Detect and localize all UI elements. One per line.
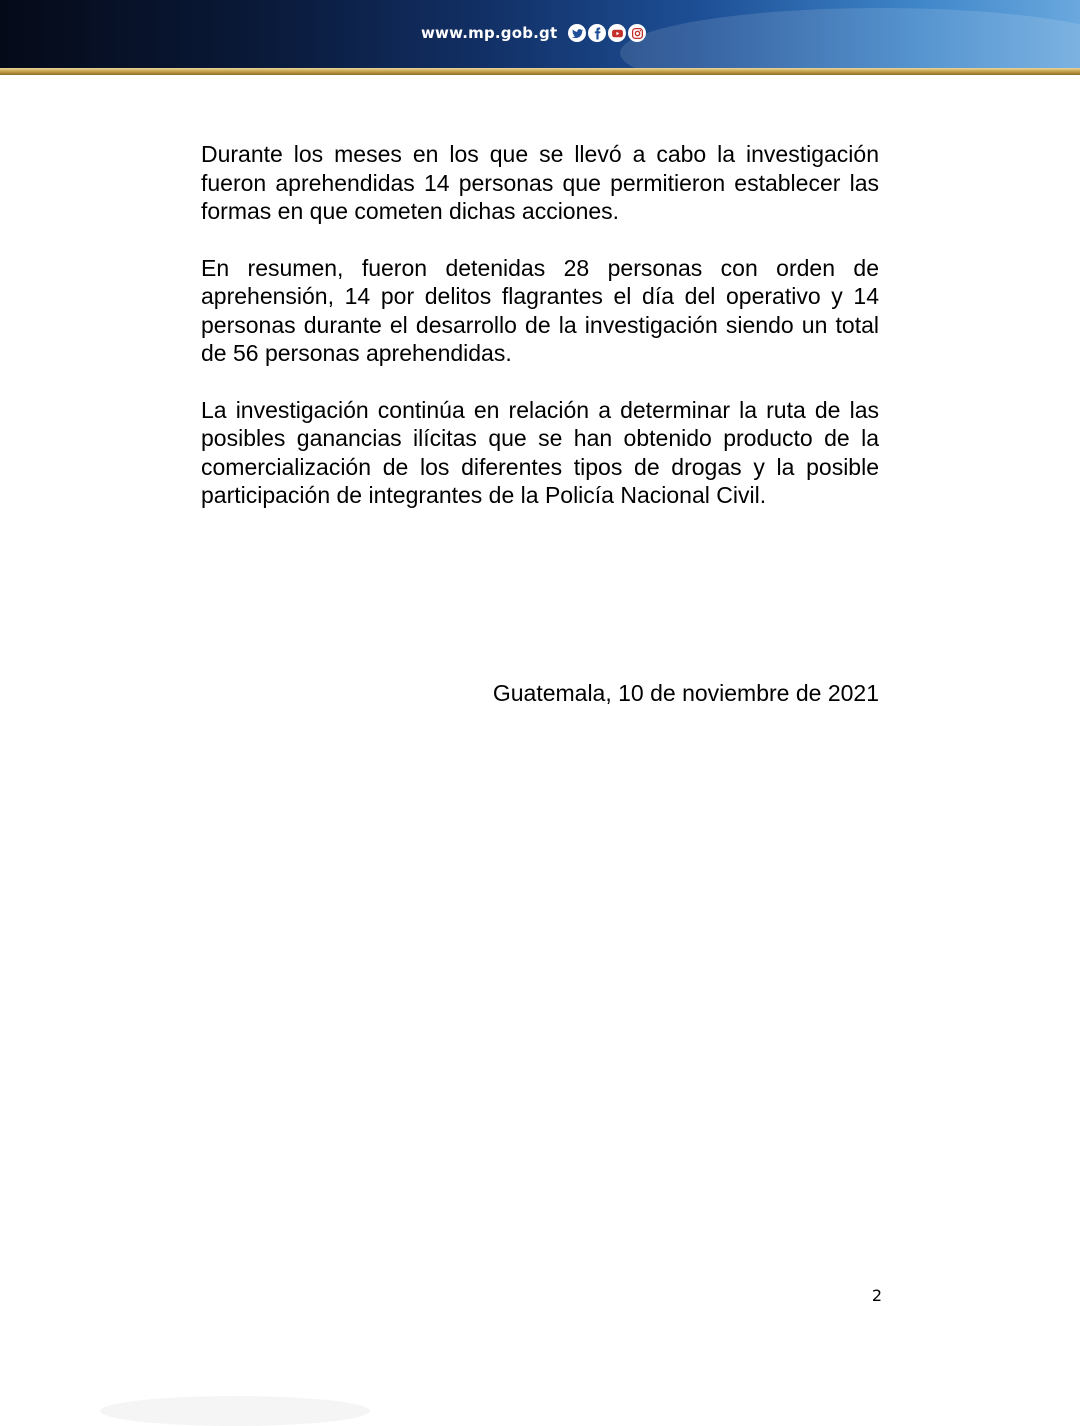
paragraph: En resumen, fueron detenidas 28 personas con orden de aprehensión, 14 por delitos flagrantes el día del operativo y 14 personas durante el desarrollo de la investigación siendo un total de 56 personas aprehendidas. [201,254,879,366]
page-number: 2 [871,1286,882,1305]
social-icons [568,24,646,42]
page-edge-shadow [100,1396,370,1426]
paragraph: La investigación continúa en relación a determinar la ruta de las posibles ganancias ilícitas que se han obtenido producto de la comercialización de los diferentes tipos de drogas y la posible participación de integrantes de la Policía Nacional Civil. [201,396,879,508]
facebook-icon[interactable] [588,24,606,42]
youtube-icon[interactable] [608,24,626,42]
paragraph: Durante los meses en los que se llevó a cabo la investigación fueron aprehendidas 14 personas que permitieron establecer las formas en que cometen dichas acciones. [201,141,879,224]
site-url-link[interactable]: www.mp.gob.gt [421,24,558,42]
instagram-icon[interactable] [628,24,646,42]
document-body [201,140,879,538]
date-line: Guatemala, 10 de noviembre de 2021 [492,680,879,706]
header-gold-divider [0,68,1080,75]
twitter-icon[interactable] [568,24,586,42]
